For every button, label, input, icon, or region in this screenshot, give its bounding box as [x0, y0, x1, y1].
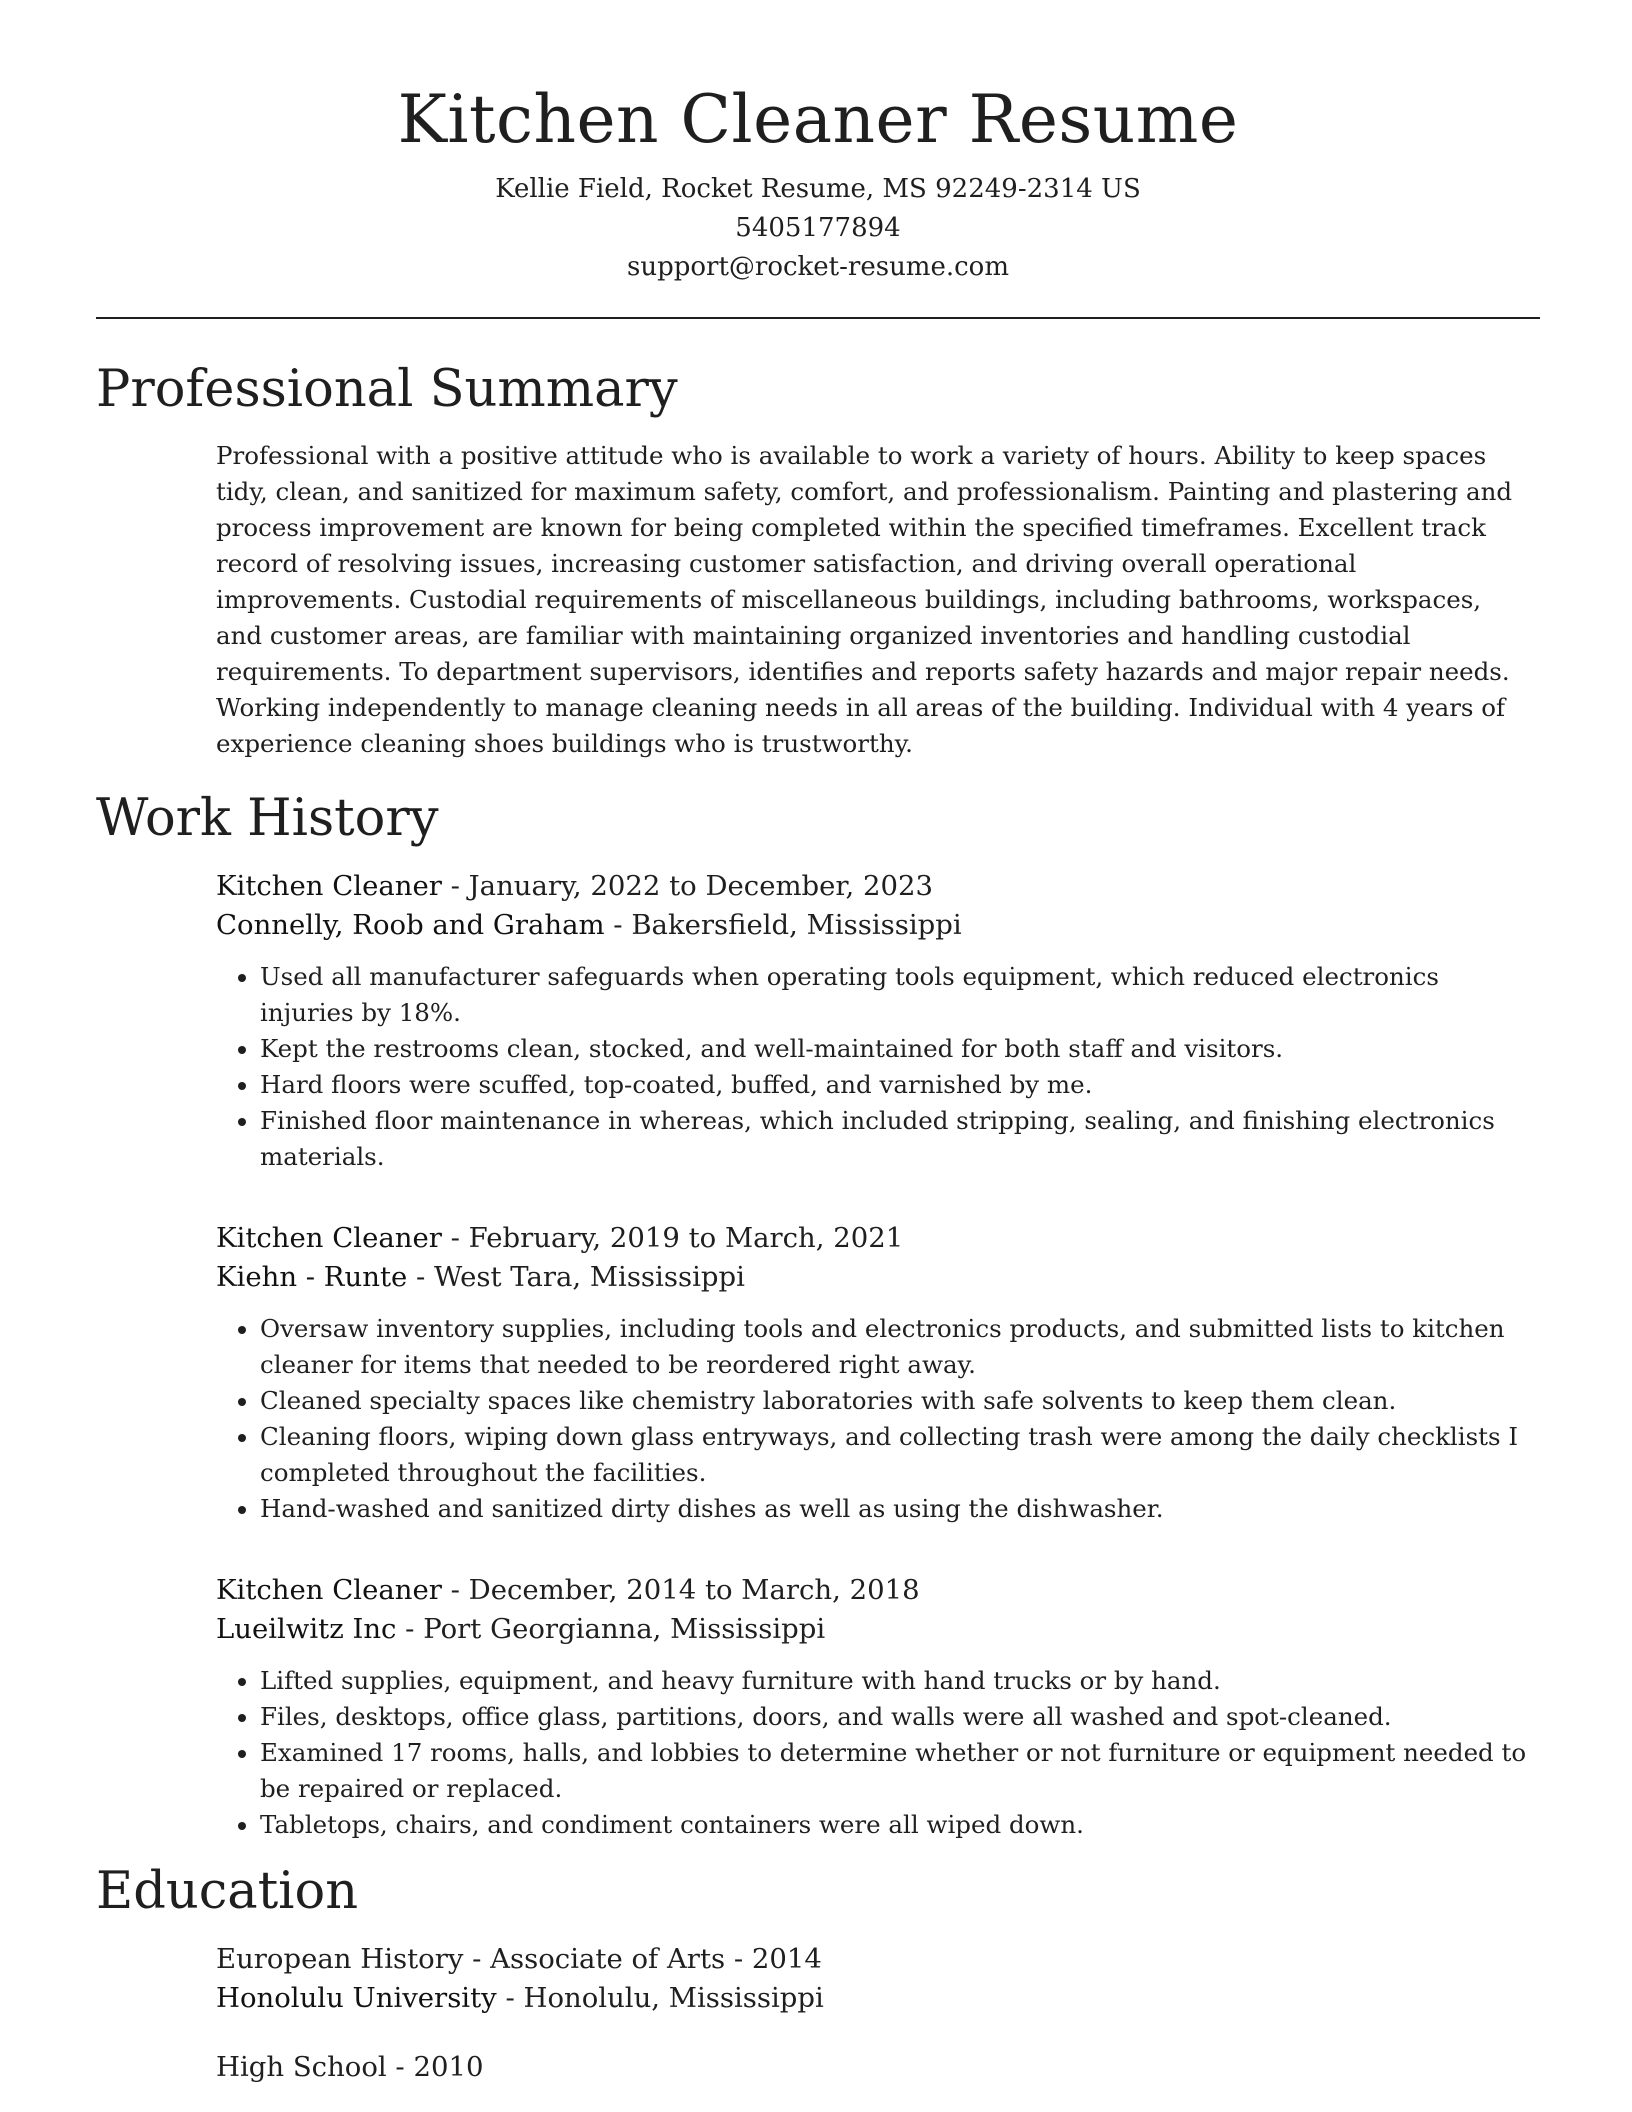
summary-text: Professional with a positive attitude who is available to work a variety of hours. Ability to keep spaces tidy, clean, and sanitized for maximum safety, comfort, and professionalism. Painting and plastering and process improvement are known for being completed within the specified timeframes. Excellent track record of resolving issues, increasing customer satisfaction, and driving overall operational improvements. Custodial requirements of miscellaneous buildings, including bathrooms, workspaces, and customer areas, are familiar with maintaining organized inventories and handling custodial requirements. To department supervisors, identifies and reports safety hazards and major repair needs. Working independently to manage cleaning needs in all areas of the building. Individual with 4 years of experience cleaning shoes buildings who is trustworthy. [216, 441, 1513, 759]
job-location: - Bakersfield, Mississippi [604, 909, 962, 942]
list-item: • Lifted supplies, equipment, and heavy furniture with hand trucks or by hand. [260, 1663, 1531, 1699]
job-company-line [216, 1258, 1531, 1297]
job-company-line [216, 906, 1531, 945]
page-title: Kitchen Cleaner Resume [397, 81, 1239, 158]
list-item: • Examined 17 rooms, halls, and lobbies to determine whether or not furniture or equipment needed to be repaired or replaced. [260, 1735, 1531, 1807]
contact-info [96, 170, 1540, 287]
job-location: - West Tara, Mississippi [407, 1261, 745, 1294]
education-section [96, 1861, 1540, 2087]
list-item: • Cleaned specialty spaces like chemistry laboratories with safe solvents to keep them clean. [260, 1383, 1531, 1419]
education-school-line [216, 1979, 1531, 2018]
education-degree: High School - 2010 [216, 2051, 484, 2084]
job-title: Kitchen Cleaner [216, 1222, 442, 1255]
contact-email: support@rocket-resume.com [626, 251, 1009, 282]
job-title-line [216, 1219, 1531, 1258]
job-title: Kitchen Cleaner [216, 870, 442, 903]
education-degree: European History - Associate of Arts - 2014 [216, 1943, 822, 1976]
resume-page [96, 0, 1540, 2087]
header-divider [96, 317, 1540, 319]
job-company: Lueilwitz Inc [216, 1613, 397, 1646]
list-item: • Kept the restrooms clean, stocked, and well-maintained for both staff and visitors. [260, 1031, 1531, 1067]
job-bullets [216, 959, 1531, 1175]
job-entry [216, 1219, 1531, 1527]
summary-section [96, 359, 1540, 762]
list-item: • Hand-washed and sanitized dirty dishes as well as using the dishwasher. [260, 1491, 1531, 1527]
job-title-line [216, 867, 1531, 906]
list-item: • Used all manufacturer safeguards when operating tools equipment, which reduced electronics injuries by 18%. [260, 959, 1531, 1031]
work-history-heading: Work History [96, 789, 439, 849]
education-location: - Honolulu, Mississippi [496, 1982, 824, 2015]
job-entry [216, 867, 1531, 1175]
work-history-section [96, 788, 1540, 1843]
job-title-line [216, 1571, 1531, 1610]
job-location: - Port Georgianna, Mississippi [396, 1613, 826, 1646]
education-school: Honolulu University [216, 1982, 497, 2015]
list-item: • Hard floors were scuffed, top-coated, buffed, and varnished by me. [260, 1067, 1531, 1103]
job-dates: - December, 2014 to March, 2018 [441, 1574, 920, 1607]
education-entry [216, 1940, 1531, 2018]
job-dates: - January, 2022 to December, 2023 [441, 870, 934, 903]
job-title: Kitchen Cleaner [216, 1574, 442, 1607]
education-entry [216, 2048, 1531, 2087]
resume-header [96, 0, 1540, 287]
summary-heading: Professional Summary [96, 359, 678, 419]
job-entry [216, 1571, 1531, 1843]
contact-address: Kellie Field, Rocket Resume, MS 92249-2314 US [495, 173, 1141, 204]
list-item: • Tabletops, chairs, and condiment containers were all wiped down. [260, 1807, 1531, 1843]
education-heading: Education [96, 1862, 359, 1922]
list-item: • Finished floor maintenance in whereas, which included stripping, sealing, and finishing electronics materials. [260, 1103, 1531, 1175]
list-item: • Cleaning floors, wiping down glass entryways, and collecting trash were among the daily checklists I completed throughout the facilities. [260, 1419, 1531, 1491]
contact-phone: 5405177894 [735, 212, 901, 243]
job-company: Kiehn - Runte [216, 1261, 408, 1294]
list-item: • Files, desktops, office glass, partitions, doors, and walls were all washed and spot-cleaned. [260, 1699, 1531, 1735]
job-bullets [216, 1311, 1531, 1527]
job-company-line [216, 1610, 1531, 1649]
job-company: Connelly, Roob and Graham [216, 909, 605, 942]
job-dates: - February, 2019 to March, 2021 [441, 1222, 904, 1255]
job-bullets [216, 1663, 1531, 1843]
list-item: • Oversaw inventory supplies, including tools and electronics products, and submitted lists to kitchen cleaner for items that needed to be reordered right away. [260, 1311, 1531, 1383]
